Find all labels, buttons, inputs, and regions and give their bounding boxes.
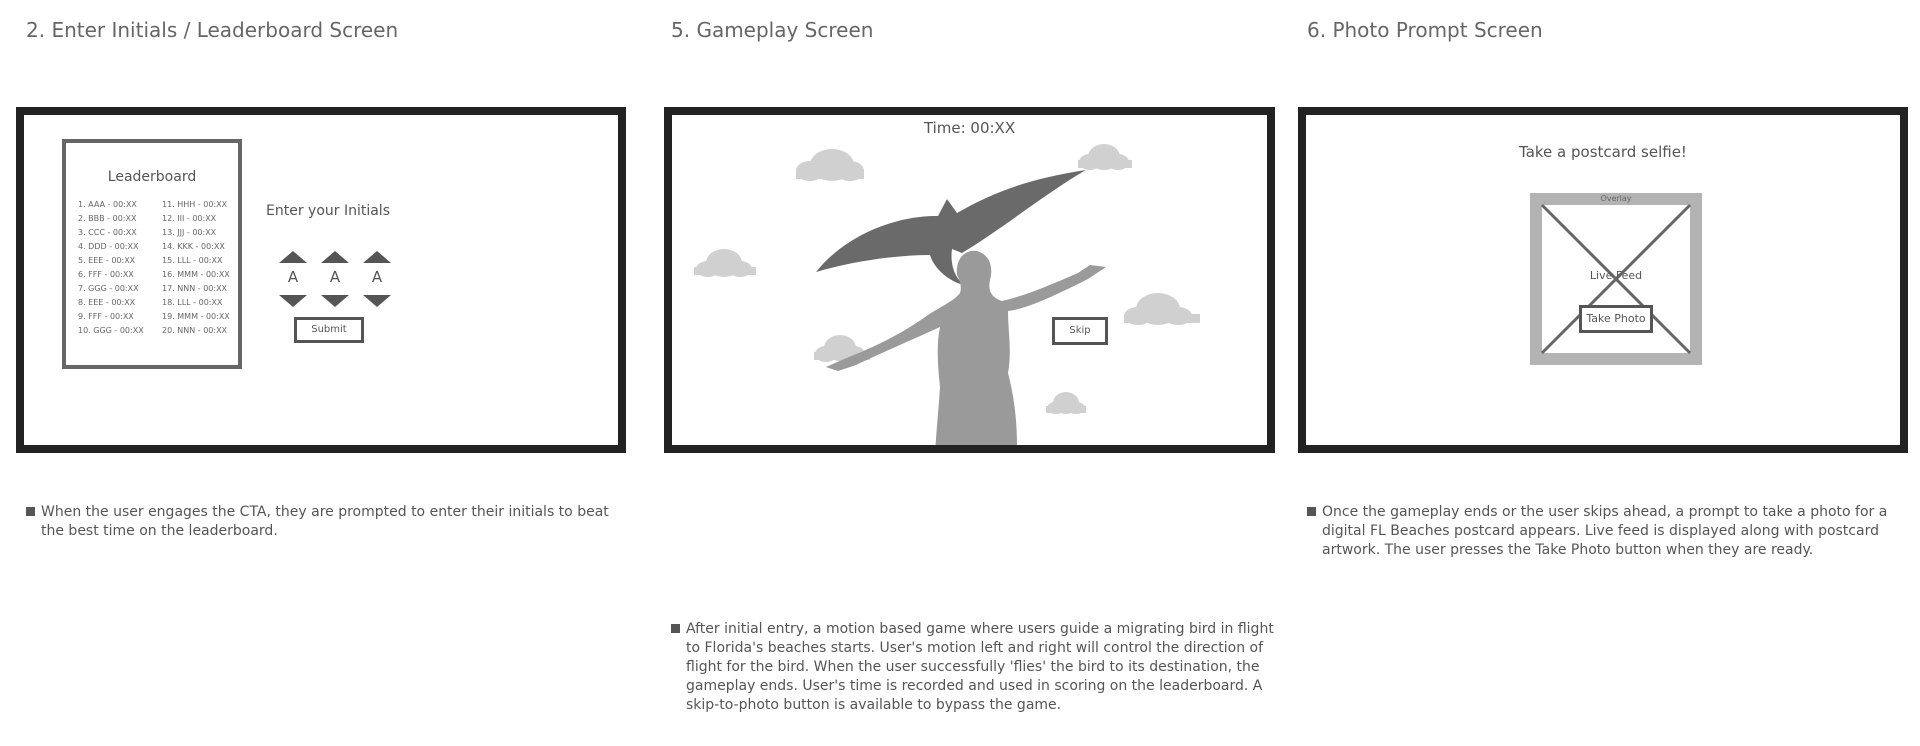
skip-button[interactable]: Skip	[1052, 317, 1108, 345]
cloud-icon	[1046, 392, 1086, 414]
bird-icon	[816, 170, 1086, 285]
leaderboard-column-2	[162, 198, 230, 338]
leaderboard-entry: 1. AAA - 00:XX	[78, 200, 137, 209]
leaderboard-entry: 12. III - 00:XX	[162, 214, 217, 223]
initials-screen-frame	[16, 107, 626, 453]
leaderboard-entry: 9. FFF - 00:XX	[78, 312, 134, 321]
letter-1-up-arrow-icon[interactable]	[279, 251, 307, 263]
section-title-photo: 6. Photo Prompt Screen	[1307, 18, 1543, 42]
leaderboard-entry: 5. EEE - 00:XX	[78, 256, 136, 265]
gameplay-screen-frame	[664, 107, 1275, 453]
letter-3-up-arrow-icon[interactable]	[363, 251, 391, 263]
initial-letter-1: A	[287, 268, 299, 286]
submit-button[interactable]: Submit	[294, 317, 364, 343]
initials-label: Enter your Initials	[266, 203, 390, 219]
leaderboard-entry: 20. NNN - 00:XX	[162, 326, 228, 335]
overlay-label: Overlay	[1600, 194, 1632, 203]
gameplay-scene	[672, 115, 1267, 445]
bullet-icon	[1307, 507, 1316, 516]
leaderboard-entry: 15. LLL - 00:XX	[162, 256, 223, 265]
live-feed-label: Live Feed	[1589, 269, 1643, 282]
cloud-icon	[694, 249, 756, 277]
photo-prompt-screen-frame	[1298, 107, 1908, 453]
leaderboard-entry: 16. MMM - 00:XX	[162, 270, 230, 279]
leaderboard-entry: 4. DDD - 00:XX	[78, 242, 139, 251]
leaderboard-panel	[62, 139, 242, 369]
leaderboard-entry: 13. JJJ - 00:XX	[162, 228, 217, 237]
gameplay-description: After initial entry, a motion based game where users guide a migrating bird in flight to Florida's beaches starts. User's motion left and right will control the direction of flight for the bird. When the user successfully 'flies' the bird to its destination, the gameplay ends. User's time is recorded and used in scoring on the leaderboard. A skip-to-photo button is available to bypass the game.	[671, 620, 1279, 715]
leaderboard-entry: 6. FFF - 00:XX	[78, 270, 134, 279]
photo-prompt-title: Take a postcard selfie!	[1519, 143, 1687, 161]
bullet-icon	[671, 624, 680, 633]
letter-3-down-arrow-icon[interactable]	[363, 295, 391, 307]
photo-description: Once the gameplay ends or the user skips ahead, a prompt to take a photo for a digital FL Beaches postcard appears. Live feed is displayed along with postcard artwork. The user presses the Take Photo button when they are ready.	[1307, 503, 1907, 560]
leaderboard-entry: 3. CCC - 00:XX	[78, 228, 137, 237]
leaderboard-entry: 11. HHH - 00:XX	[162, 200, 228, 209]
cloud-icon	[1124, 293, 1200, 325]
leaderboard-entry: 10. GGG - 00:XX	[78, 326, 144, 335]
bullet-icon	[26, 507, 35, 516]
take-photo-button[interactable]: Take Photo	[1579, 305, 1653, 333]
letter-1-down-arrow-icon[interactable]	[279, 295, 307, 307]
initial-letter-2: A	[329, 268, 341, 286]
leaderboard-entry: 17. NNN - 00:XX	[162, 284, 228, 293]
initial-letter-3: A	[371, 268, 383, 286]
letter-2-down-arrow-icon[interactable]	[321, 295, 349, 307]
leaderboard-entry: 14. KKK - 00:XX	[162, 242, 225, 251]
leaderboard-entry: 7. GGG - 00:XX	[78, 284, 139, 293]
cloud-icon	[796, 149, 864, 181]
game-timer: Time: 00:XX	[923, 119, 1016, 137]
letter-2-up-arrow-icon[interactable]	[321, 251, 349, 263]
section-title-initials: 2. Enter Initials / Leaderboard Screen	[26, 18, 399, 42]
leaderboard-entry: 8. EEE - 00:XX	[78, 298, 136, 307]
leaderboard-title: Leaderboard	[107, 169, 197, 185]
section-title-gameplay: 5. Gameplay Screen	[671, 18, 874, 42]
initials-description: When the user engages the CTA, they are prompted to enter their initials to beat the best time on the leaderboard.	[26, 503, 626, 541]
person-silhouette-icon	[826, 251, 1106, 445]
leaderboard-entry: 19. MMM - 00:XX	[162, 312, 230, 321]
leaderboard-column-1	[78, 198, 144, 338]
leaderboard-entry: 2. BBB - 00:XX	[78, 214, 137, 223]
cloud-icon	[1078, 144, 1132, 170]
leaderboard-entry: 18. LLL - 00:XX	[162, 298, 223, 307]
